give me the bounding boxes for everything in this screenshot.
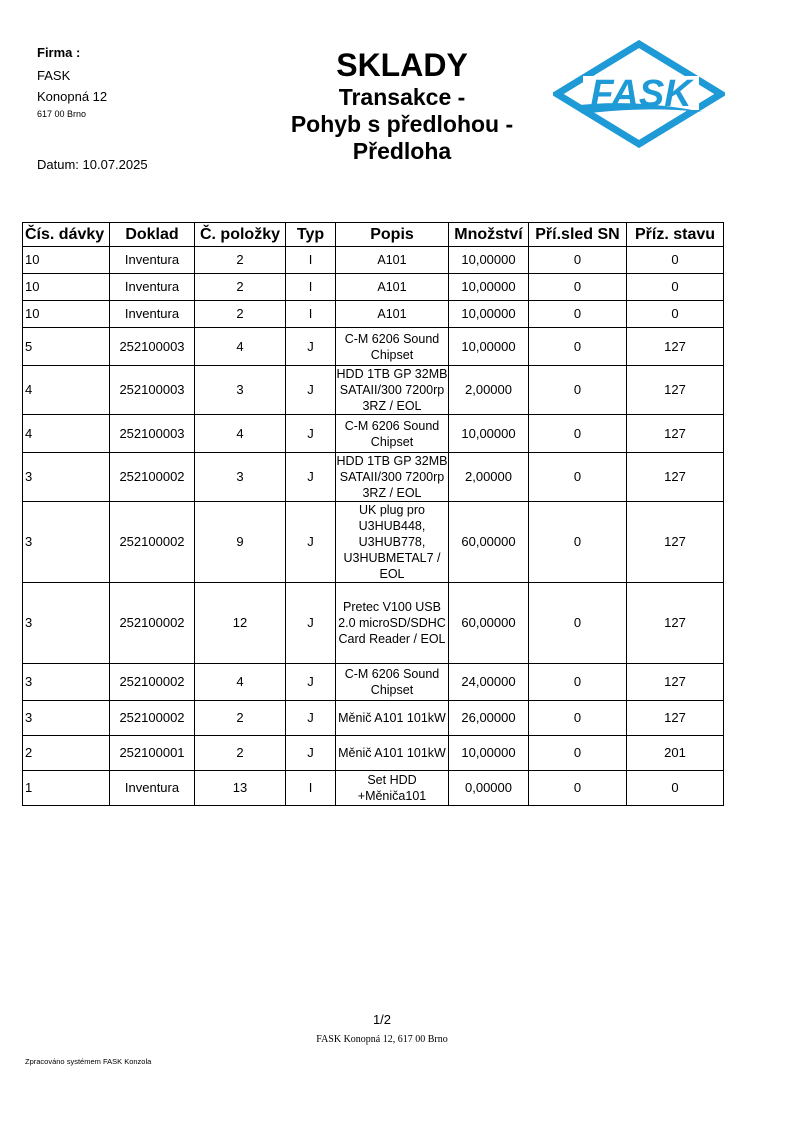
table-row bbox=[23, 771, 724, 806]
cell-typ: J bbox=[286, 415, 336, 453]
cell-polozka: 4 bbox=[195, 664, 286, 701]
cell-stav: 0 bbox=[627, 301, 724, 328]
cell-polozka: 2 bbox=[195, 701, 286, 736]
cell-popis: HDD 1TB GP 32MB SATAII/300 7200rp 3RZ / EOL bbox=[336, 454, 448, 500]
report-title-block bbox=[262, 46, 542, 165]
processed-by-note: Zpracováno systémem FASK Konzola bbox=[25, 1057, 152, 1066]
cell-stav: 0 bbox=[627, 247, 724, 274]
cell-davka: 3 bbox=[23, 453, 110, 502]
cell-stav: 127 bbox=[627, 453, 724, 502]
cell-mnozstvi: 10,00000 bbox=[449, 247, 529, 274]
cell-popis: Pretec V100 USB 2.0 microSD/SDHC Card Reader / EOL bbox=[336, 583, 449, 664]
cell-mnozstvi: 10,00000 bbox=[449, 415, 529, 453]
cell-mnozstvi: 60,00000 bbox=[449, 583, 529, 664]
cell-polozka: 12 bbox=[195, 583, 286, 664]
col-header-popis: Popis bbox=[336, 223, 449, 247]
cell-davka: 4 bbox=[23, 366, 110, 415]
cell-sled-sn: 0 bbox=[529, 736, 627, 771]
cell-doklad: 252100003 bbox=[110, 366, 195, 415]
cell-polozka: 2 bbox=[195, 736, 286, 771]
cell-popis: C-M 6206 Sound Chipset bbox=[336, 664, 449, 701]
report-date: Datum: 10.07.2025 bbox=[37, 157, 148, 172]
cell-doklad: 252100003 bbox=[110, 328, 195, 366]
report-subtitle-line-2: Pohyb s předlohou - bbox=[290, 111, 514, 137]
cell-sled-sn: 0 bbox=[529, 247, 627, 274]
cell-sled-sn: 0 bbox=[529, 328, 627, 366]
cell-popis: Měnič A101 101kW bbox=[336, 736, 449, 771]
col-header-sled-sn: Pří.sled SN bbox=[529, 223, 627, 247]
report-subtitle-line-3: Předloha bbox=[352, 138, 452, 164]
cell-typ: I bbox=[286, 771, 336, 806]
table-row bbox=[23, 301, 724, 328]
cell-davka: 4 bbox=[23, 415, 110, 453]
cell-doklad: 252100002 bbox=[110, 664, 195, 701]
cell-polozka: 4 bbox=[195, 328, 286, 366]
cell-stav: 0 bbox=[627, 771, 724, 806]
cell-doklad: Inventura bbox=[110, 301, 195, 328]
cell-sled-sn: 0 bbox=[529, 771, 627, 806]
cell-popis: A101 bbox=[336, 301, 449, 328]
cell-doklad: Inventura bbox=[110, 247, 195, 274]
cell-sled-sn: 0 bbox=[529, 701, 627, 736]
cell-polozka: 2 bbox=[195, 247, 286, 274]
col-header-stav: Příz. stavu bbox=[627, 223, 724, 247]
cell-popis: UK plug pro U3HUB448, U3HUB778, U3HUBMETAL7 / EOL bbox=[336, 502, 449, 583]
cell-popis: C-M 6206 Sound Chipset bbox=[336, 328, 449, 366]
cell-stav: 0 bbox=[627, 274, 724, 301]
cell-typ: I bbox=[286, 301, 336, 328]
cell-typ: J bbox=[286, 453, 336, 502]
cell-typ: J bbox=[286, 583, 336, 664]
cell-stav: 127 bbox=[627, 328, 724, 366]
cell-popis: C-M 6206 Sound Chipset bbox=[336, 415, 449, 453]
cell-stav: 127 bbox=[627, 664, 724, 701]
table-row bbox=[23, 664, 724, 701]
cell-mnozstvi: 10,00000 bbox=[449, 736, 529, 771]
cell-sled-sn: 0 bbox=[529, 583, 627, 664]
table-header-row bbox=[23, 223, 724, 247]
cell-davka: 10 bbox=[23, 274, 110, 301]
cell-mnozstvi: 24,00000 bbox=[449, 664, 529, 701]
cell-typ: I bbox=[286, 247, 336, 274]
cell-sled-sn: 0 bbox=[529, 664, 627, 701]
cell-doklad: 252100001 bbox=[110, 736, 195, 771]
cell-mnozstvi: 10,00000 bbox=[449, 301, 529, 328]
cell-typ: J bbox=[286, 502, 336, 583]
page-number: 1/2 bbox=[372, 1012, 392, 1027]
table-row bbox=[23, 502, 724, 583]
cell-doklad: Inventura bbox=[110, 771, 195, 806]
cell-davka: 3 bbox=[23, 701, 110, 736]
cell-doklad: 252100002 bbox=[110, 453, 195, 502]
cell-davka: 2 bbox=[23, 736, 110, 771]
col-header-doklad: Doklad bbox=[110, 223, 195, 247]
company-street: Konopná 12 bbox=[37, 89, 108, 104]
cell-davka: 3 bbox=[23, 664, 110, 701]
cell-stav: 127 bbox=[627, 502, 724, 583]
cell-polozka: 3 bbox=[195, 453, 286, 502]
cell-doklad: 252100003 bbox=[110, 415, 195, 453]
table-row bbox=[23, 366, 724, 415]
cell-sled-sn: 0 bbox=[529, 274, 627, 301]
firma-label: Firma : bbox=[37, 45, 81, 60]
cell-sled-sn: 0 bbox=[529, 502, 627, 583]
cell-davka: 5 bbox=[23, 328, 110, 366]
cell-popis: HDD 1TB GP 32MB SATAII/300 7200rp 3RZ / EOL bbox=[336, 367, 448, 413]
col-header-polozka: Č. položky bbox=[195, 223, 286, 247]
table-row bbox=[23, 736, 724, 771]
footer-address: FASK Konopná 12, 617 00 Brno bbox=[316, 1034, 448, 1045]
cell-polozka: 4 bbox=[195, 415, 286, 453]
cell-stav: 201 bbox=[627, 736, 724, 771]
cell-sled-sn: 0 bbox=[529, 415, 627, 453]
report-subtitle-line-1: Transakce - bbox=[338, 84, 466, 110]
cell-mnozstvi: 2,00000 bbox=[449, 453, 529, 502]
cell-mnozstvi: 10,00000 bbox=[449, 274, 529, 301]
cell-typ: J bbox=[286, 366, 336, 415]
cell-stav: 127 bbox=[627, 415, 724, 453]
col-header-typ: Typ bbox=[286, 223, 336, 247]
cell-polozka: 13 bbox=[195, 771, 286, 806]
logo-text: FASK bbox=[590, 73, 692, 115]
company-city: 617 00 Brno bbox=[37, 109, 87, 119]
report-title: SKLADY bbox=[336, 47, 468, 83]
cell-sled-sn: 0 bbox=[529, 366, 627, 415]
cell-sled-sn: 0 bbox=[529, 301, 627, 328]
cell-popis: A101 bbox=[336, 274, 449, 301]
cell-davka: 3 bbox=[23, 502, 110, 583]
cell-sled-sn: 0 bbox=[529, 453, 627, 502]
cell-polozka: 9 bbox=[195, 502, 286, 583]
col-header-mnozstvi: Množství bbox=[449, 223, 529, 247]
cell-stav: 127 bbox=[627, 583, 724, 664]
cell-typ: I bbox=[286, 274, 336, 301]
cell-mnozstvi: 0,00000 bbox=[449, 771, 529, 806]
cell-doklad: 252100002 bbox=[110, 583, 195, 664]
cell-doklad: 252100002 bbox=[110, 502, 195, 583]
table-row bbox=[23, 328, 724, 366]
col-header-davka: Čís. dávky bbox=[23, 223, 110, 247]
cell-davka: 3 bbox=[23, 583, 110, 664]
cell-typ: J bbox=[286, 701, 336, 736]
cell-stav: 127 bbox=[627, 701, 724, 736]
cell-stav: 127 bbox=[627, 366, 724, 415]
table-row bbox=[23, 453, 724, 502]
table-row bbox=[23, 701, 724, 736]
cell-typ: J bbox=[286, 664, 336, 701]
company-name: FASK bbox=[37, 68, 71, 83]
cell-polozka: 2 bbox=[195, 274, 286, 301]
fask-logo-icon bbox=[553, 40, 725, 148]
cell-mnozstvi: 26,00000 bbox=[449, 701, 529, 736]
table-row bbox=[23, 415, 724, 453]
table-row bbox=[23, 274, 724, 301]
cell-typ: J bbox=[286, 328, 336, 366]
cell-polozka: 2 bbox=[195, 301, 286, 328]
cell-davka: 10 bbox=[23, 247, 110, 274]
cell-mnozstvi: 2,00000 bbox=[449, 366, 529, 415]
cell-mnozstvi: 60,00000 bbox=[449, 502, 529, 583]
cell-doklad: Inventura bbox=[110, 274, 195, 301]
cell-popis: Set HDD +Měniča101 bbox=[336, 771, 449, 806]
cell-polozka: 3 bbox=[195, 366, 286, 415]
table-row bbox=[23, 247, 724, 274]
table-row bbox=[23, 583, 724, 664]
cell-popis: A101 bbox=[336, 247, 449, 274]
transactions-table bbox=[22, 222, 724, 806]
cell-typ: J bbox=[286, 736, 336, 771]
cell-popis: Měnič A101 101kW bbox=[336, 701, 449, 736]
cell-mnozstvi: 10,00000 bbox=[449, 328, 529, 366]
cell-davka: 10 bbox=[23, 301, 110, 328]
cell-doklad: 252100002 bbox=[110, 701, 195, 736]
cell-davka: 1 bbox=[23, 771, 110, 806]
